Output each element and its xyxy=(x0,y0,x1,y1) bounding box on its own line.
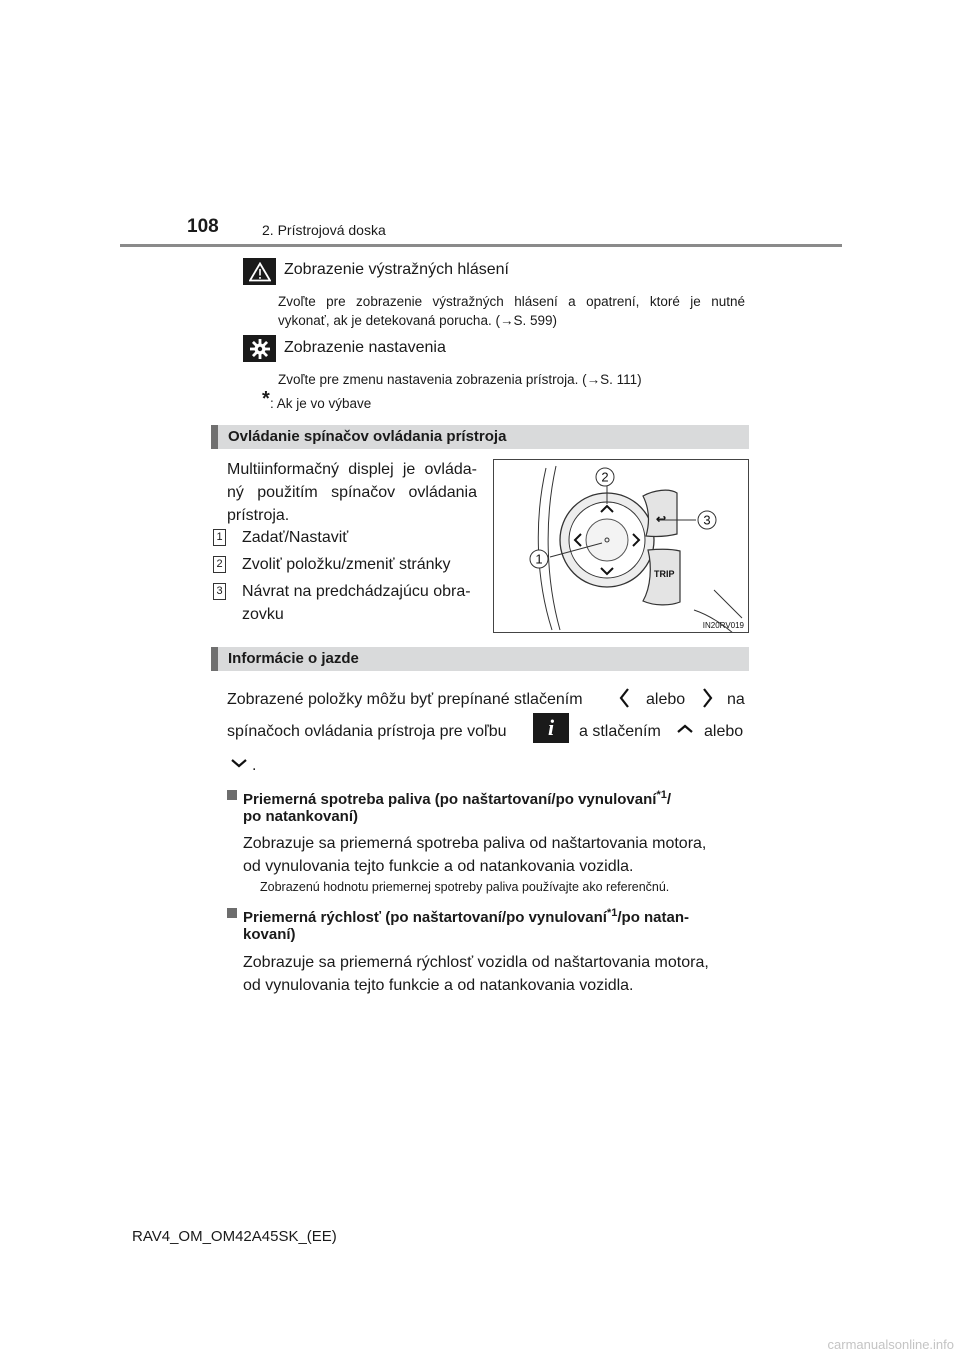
item2-body-line1: Zobrazuje sa priemerná rýchlosť vozidla od naštartovania motora, xyxy=(243,954,709,971)
list-item-back: Návrat na predchádzajúcu obra- xyxy=(242,583,471,600)
steering-switch-figure xyxy=(493,459,749,633)
warning-display-title: Zobrazenie výstražných hlásení xyxy=(284,261,509,278)
item2-title-end: /po natan- xyxy=(617,909,690,926)
callout-3 xyxy=(698,511,716,529)
figure-code: IN20RV019 xyxy=(702,621,744,630)
list-item-enter: Zadať/Nastaviť xyxy=(242,529,349,546)
gear-icon xyxy=(243,335,276,362)
intro-line2: ný použitím spínačov ovládania xyxy=(227,484,477,501)
para-line1-a: Zobrazené položky môžu byť prepínané stlačením xyxy=(227,691,583,708)
document-code: RAV4_OM_OM42A45SK_(EE) xyxy=(132,1228,337,1245)
para-line1-c: na xyxy=(727,691,745,708)
section-header-driving-info xyxy=(211,647,749,671)
section-title: Informácie o jazde xyxy=(228,650,359,667)
item1-title-text: Priemerná spotreba paliva (po naštartovaní/po vynulovaní xyxy=(243,791,657,808)
item1-note: Zobrazenú hodnotu priemernej spotreby paliva používajte ako referenčnú. xyxy=(260,880,670,894)
bullet-square xyxy=(227,908,237,918)
list-item-select: Zvoliť položku/zmeniť stránky xyxy=(242,556,451,573)
item2-body-line2: od vynulovania tejto funkcie a od natankovania vozidla. xyxy=(243,977,634,994)
callout-2 xyxy=(596,468,614,486)
para-line2-b: a stlačením xyxy=(579,723,661,740)
callout-1-label: 1 xyxy=(535,551,543,567)
page-number: 108 xyxy=(187,216,219,237)
header-rule xyxy=(120,244,842,247)
footnote-text: : Ak je vo výbave xyxy=(270,396,372,411)
section-title: Ovládanie spínačov ovládania prístroja xyxy=(228,428,507,445)
item1-title-line2: po natankovaní) xyxy=(243,808,359,825)
intro-line3: prístroja. xyxy=(227,507,290,524)
para-line2-a: spínačoch ovládania prístroja pre voľbu xyxy=(227,723,507,740)
warning-desc-line2: vykonať, ak je detekovaná porucha. (→S. 599) xyxy=(278,313,557,328)
settings-desc: Zvoľte pre zmenu nastavenia zobrazenia prístroja. (→S. 111) xyxy=(278,372,642,387)
list-number-3: 3 xyxy=(213,583,226,600)
chevron-left-icon xyxy=(618,687,632,709)
item1-title-end: / xyxy=(666,791,672,808)
para-line1-b: alebo xyxy=(646,691,686,708)
list-number-2: 2 xyxy=(213,556,226,573)
para-line3-end: . xyxy=(252,757,257,774)
chevron-up-icon xyxy=(675,722,695,736)
footnote-mark: * xyxy=(262,388,270,410)
bullet-square xyxy=(227,790,237,800)
item2-title-line2: kovaní) xyxy=(243,926,296,943)
callout-3-label: 3 xyxy=(703,512,711,528)
settings-display-title: Zobrazenie nastavenia xyxy=(284,339,446,356)
callout-1 xyxy=(530,550,548,568)
section-header-controls xyxy=(211,425,749,449)
item1-body-line2: od vynulovania tejto funkcie a od natankovania vozidla. xyxy=(243,858,634,875)
item1-title-sup: *1 xyxy=(656,789,667,801)
para-line2-c: alebo xyxy=(704,723,744,740)
info-icon: i xyxy=(533,713,569,743)
item2-title-line1 xyxy=(243,902,689,929)
four-way-switch xyxy=(560,493,654,587)
svg-text:↩: ↩ xyxy=(656,512,667,526)
item2-title-text: Priemerná rýchlosť (po naštartovaní/po vynulovaní xyxy=(243,909,607,926)
chapter-title: 2. Prístrojová doska xyxy=(262,222,386,238)
callout-2-label: 2 xyxy=(601,469,609,485)
warning-desc-line1: Zvoľte pre zobrazenie výstražných hlásení a opatrení, ktoré je nutné xyxy=(278,294,745,309)
warning-triangle-icon xyxy=(243,258,276,285)
chevron-right-icon xyxy=(700,687,714,709)
item1-body-line1: Zobrazuje sa priemerná spotreba paliva od naštartovania motora, xyxy=(243,835,707,852)
list-number-1: 1 xyxy=(213,529,226,546)
trip-label: TRIP xyxy=(654,569,675,579)
watermark: carmanualsonline.info xyxy=(827,1337,954,1352)
intro-line1: Multiinformačný displej je ovláda- xyxy=(227,461,477,478)
list-item-back-cont: zovku xyxy=(242,606,284,623)
chevron-down-icon xyxy=(229,756,249,770)
item2-title-sup: *1 xyxy=(606,907,618,919)
